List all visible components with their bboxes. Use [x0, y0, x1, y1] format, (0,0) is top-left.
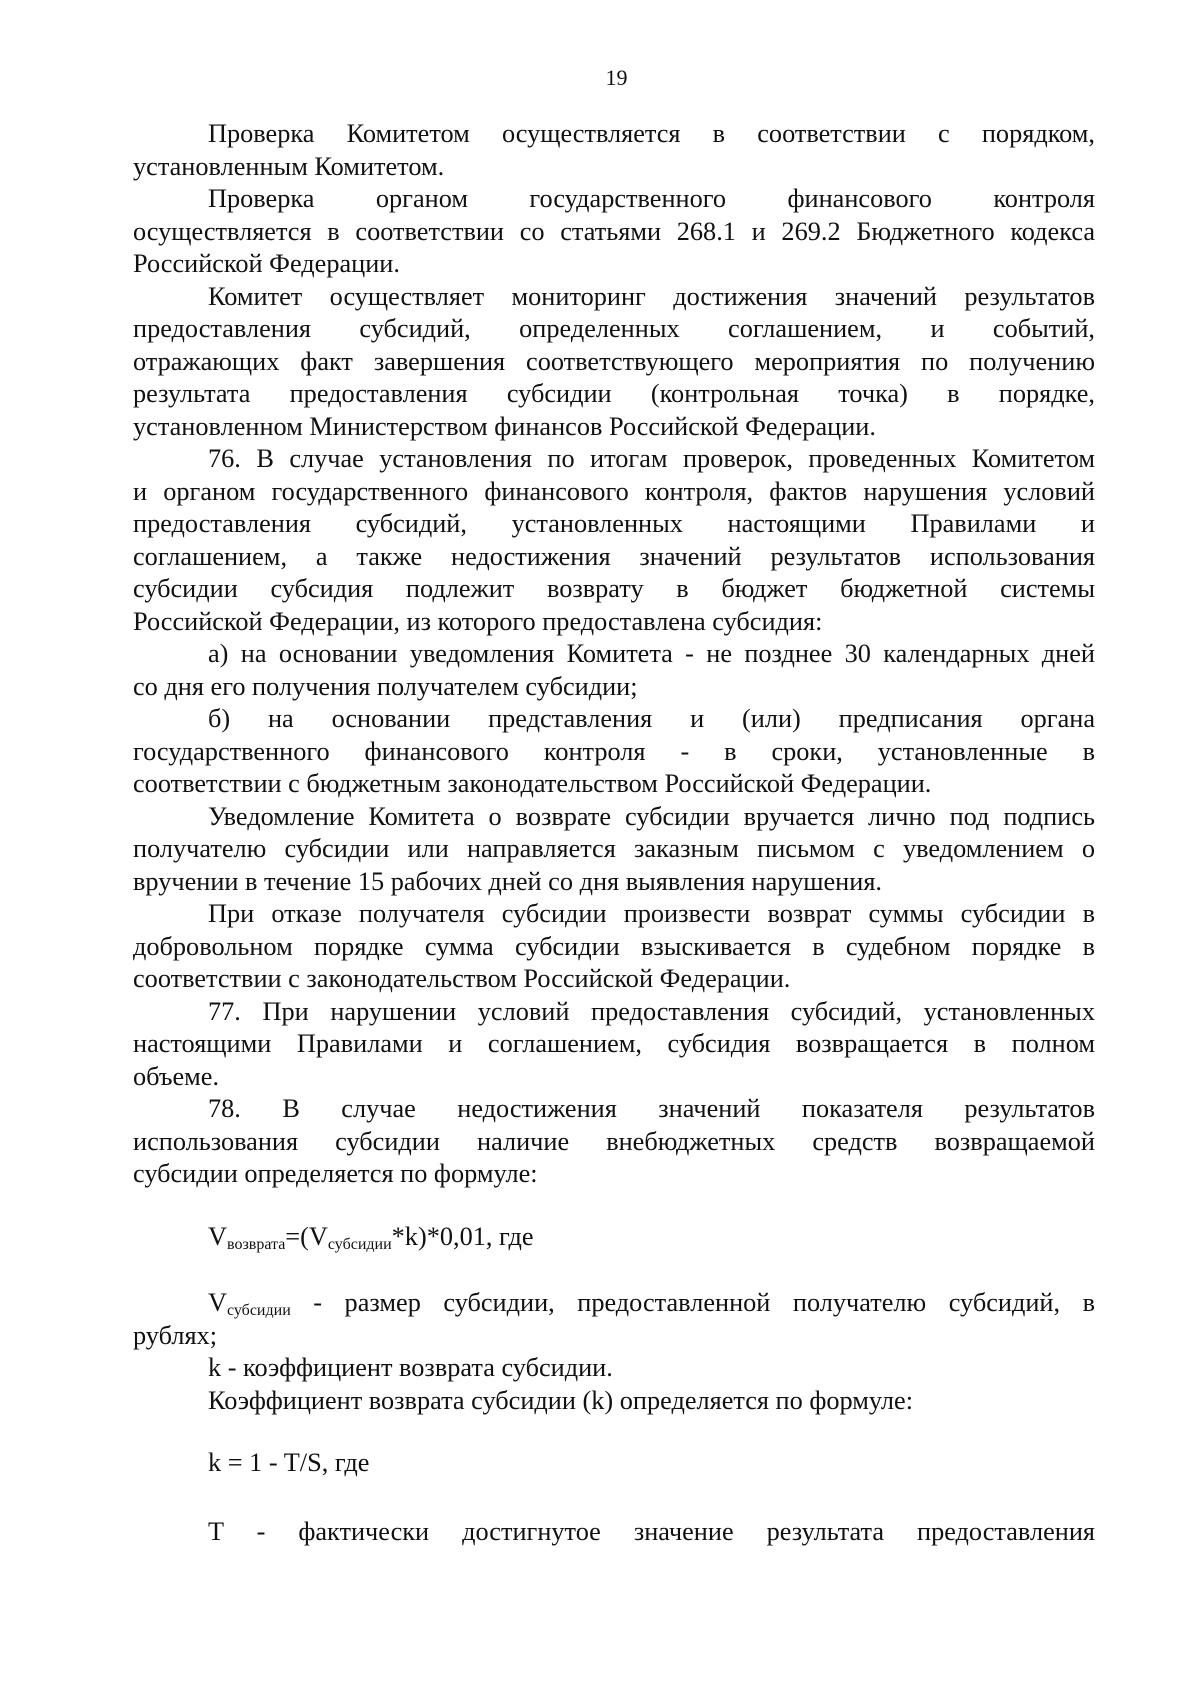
text-line: государственного финансового контроля - в сроки, установленные в [133, 736, 1095, 766]
text-line: 76. В случае установления по итогам проверок, проведенных Комитетом [208, 444, 1095, 473]
formula-subscript: возврата [227, 1235, 286, 1253]
paragraph-78 [133, 1093, 1095, 1191]
definition-t [133, 1516, 1095, 1549]
text-line: Коэффициент возврата субсидии (k) определяется по формуле: [208, 1385, 914, 1415]
formula-return-amount [133, 1221, 1095, 1254]
text-line: предоставления субсидий, определенных соглашением, и событий, [133, 314, 1095, 343]
text-line: б) на основании представления и (или) предписания органа [208, 704, 1095, 733]
text-line: Российской Федерации, из которого предоставлена субсидия: [133, 606, 823, 636]
text-line: Российской Федерации. [133, 249, 400, 278]
text-line: Проверка органом государственного финансового контроля [208, 184, 1095, 213]
text-line: T - фактически достигнутое значение результата предоставления [208, 1516, 1095, 1546]
text-line: настоящими Правилами и соглашением, субсидия возвращается в полном [133, 1029, 1095, 1058]
text-line: со дня его получения получателем субсидии; [133, 671, 638, 701]
text-line: 78. В случае недостижения значений показателя результатов [208, 1094, 1095, 1123]
definition-k [133, 1352, 1095, 1385]
text-line: k - коэффициент возврата субсидии. [208, 1353, 613, 1382]
text-line: а) на основании уведомления Комитета - не позднее 30 календарных дней [208, 639, 1095, 668]
text-line: использования субсидии наличие внебюджетных средств возвращаемой [133, 1126, 1095, 1156]
page-number: 19 [605, 65, 628, 90]
text-line: и органом государственного финансового контроля, фактов нарушения условий [133, 476, 1095, 506]
paragraph-refusal [133, 898, 1095, 996]
formula-symbol: V [208, 1221, 227, 1251]
text-line: субсидии субсидия подлежит возврату в бюджет бюджетной системы [133, 574, 1095, 603]
text-line: 77. При нарушении условий предоставления субсидий, установленных [208, 996, 1095, 1026]
formula-text: *k)*0,01, где [391, 1221, 534, 1251]
text-fragment: - размер субсидии, предоставленной получателю субсидий, в [290, 1288, 1095, 1317]
text-line: отражающих факт завершения соответствующего мероприятия по получению [133, 346, 1095, 376]
text-line: установленным Комитетом. [133, 151, 445, 181]
paragraph-k-intro [133, 1385, 1095, 1418]
paragraph-item-a [133, 638, 1095, 703]
paragraph-item-b [133, 703, 1095, 801]
formula-subscript: субсидии [327, 1235, 392, 1253]
text-line: субсидии определяется по формуле: [133, 1159, 538, 1188]
text-line: соответствии с законодательством Российской Федерации. [133, 964, 791, 993]
text-line: результата предоставления субсидии (контрольная точка) в порядке, [133, 379, 1095, 408]
text-line: вручении в течение 15 рабочих дней со дня выявления нарушения. [133, 866, 882, 896]
formula-text: =(V [285, 1221, 328, 1251]
text-line: При отказе получателя субсидии произвести возврат суммы субсидии в [208, 899, 1095, 928]
paragraph-committee-check [133, 118, 1095, 183]
text-line: предоставления субсидий, установленных настоящими Правилами и [133, 509, 1095, 538]
text-line: соглашением, а также недостижения значений результатов использования [133, 541, 1095, 571]
text-line: соответствии с бюджетным законодательством Российской Федерации. [133, 769, 932, 798]
formula-symbol: V [208, 1288, 227, 1317]
text-line: Комитет осуществляет мониторинг достижения значений результатов [208, 281, 1095, 311]
paragraph-notice [133, 801, 1095, 899]
text-line: осуществляется в соответствии со статьями 268.1 и 269.2 Бюджетного кодекса [133, 216, 1095, 246]
text-line: Проверка Комитетом осуществляется в соответствии с порядком, [208, 119, 1095, 148]
paragraph-77 [133, 996, 1095, 1094]
definition-v-subsidy [133, 1287, 1095, 1352]
document-body [133, 118, 1095, 1548]
text-line: рублях; [133, 1320, 218, 1350]
text-line: получателю субсидии или направляется заказным письмом с уведомлением о [133, 834, 1095, 863]
paragraph-state-control-check [133, 183, 1095, 281]
text-line: Уведомление Комитета о возврате субсидии вручается лично под подпись [208, 801, 1095, 831]
formula-k: k = 1 - T/S, где [208, 1448, 370, 1477]
text-line: добровольном порядке сумма субсидии взыскивается в судебном порядке в [133, 931, 1095, 961]
paragraph-76 [133, 443, 1095, 638]
paragraph-monitoring [133, 281, 1095, 444]
text-line [133, 1287, 1095, 1320]
text-line: установленном Министерством финансов Российской Федерации. [133, 411, 876, 441]
text-line: объеме. [133, 1061, 220, 1091]
formula-subscript: субсидии [227, 1302, 291, 1319]
